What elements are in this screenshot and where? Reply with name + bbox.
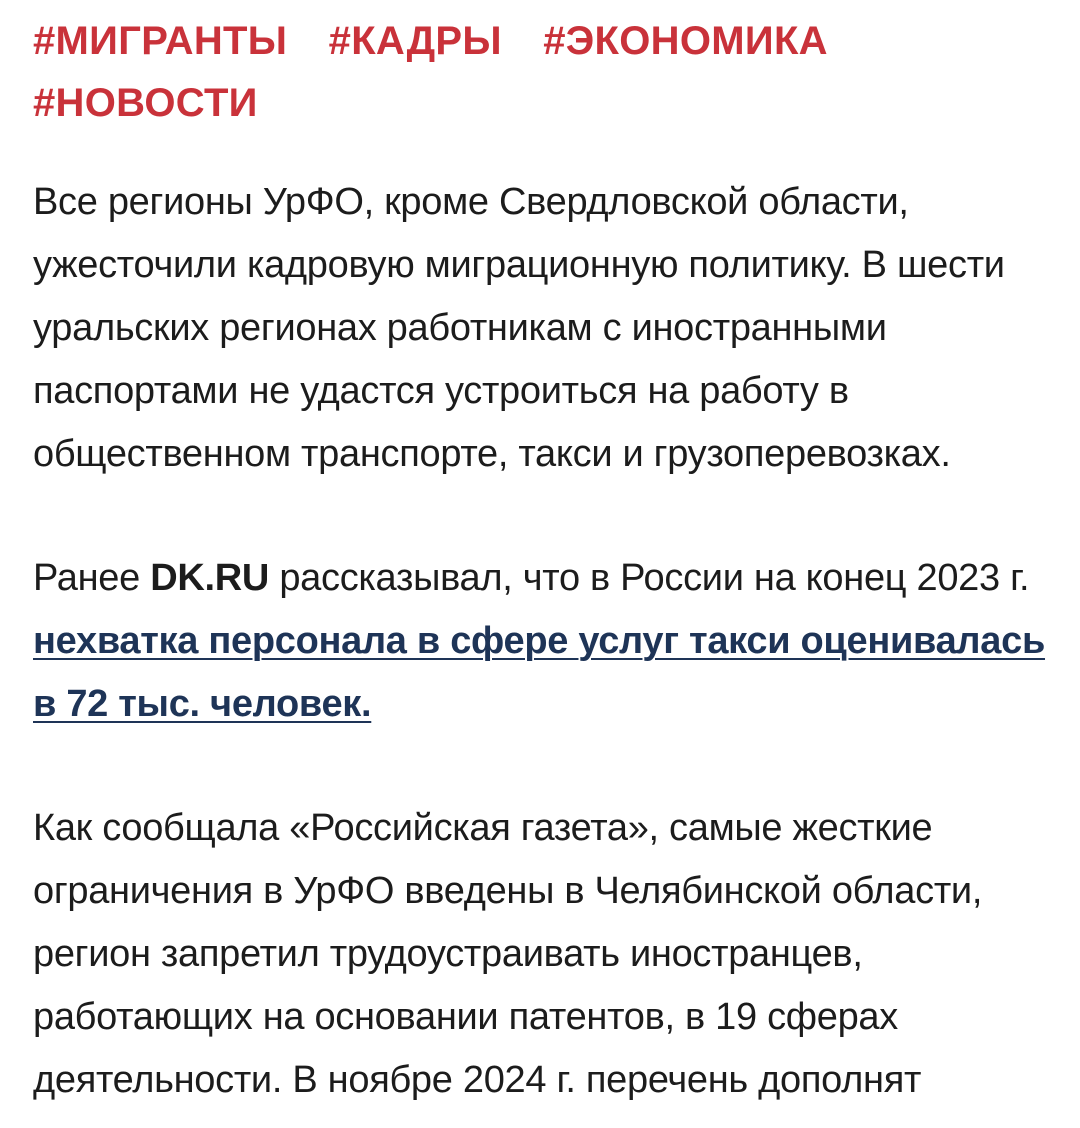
paragraph-earlier-middle: рассказывал, что в России на конец 2023 г. <box>269 557 1030 599</box>
tag-migrants[interactable]: #МИГРАНТЫ <box>33 19 288 63</box>
paragraph-rg-report: Как сообщала «Российская газета», самые жесткие ограничения в УрФО введены в Челябинской области, регион запретил трудоустраивать иностранцев, работающих на основании патентов, в 19 сферах деятельности. В ноябре 2024 г. перечень дополнят <box>33 807 983 1101</box>
tag-news[interactable]: #НОВОСТИ <box>33 81 258 125</box>
tag-list <box>33 10 1048 134</box>
paragraph-earlier-prefix: Ранее <box>33 557 151 599</box>
article-body <box>33 0 1048 1112</box>
tag-staff[interactable]: #КАДРЫ <box>328 19 502 63</box>
tag-economy[interactable]: #ЭКОНОМИКА <box>543 19 828 63</box>
taxi-shortage-link[interactable]: нехватка персонала в сфере услуг такси оценивалась в 72 тыс. человек. <box>33 620 1046 725</box>
paragraph-earlier-report <box>33 547 1048 736</box>
brand-dkru: DK.RU <box>150 557 270 599</box>
paragraph-intro: Все регионы УрФО, кроме Свердловской области, ужесточили кадровую миграционную политику. В шести уральских регионах работникам с иностранными паспортами не удастся устроиться на работу в общественном транспорте, такси и грузоперевозках. <box>33 181 1005 475</box>
